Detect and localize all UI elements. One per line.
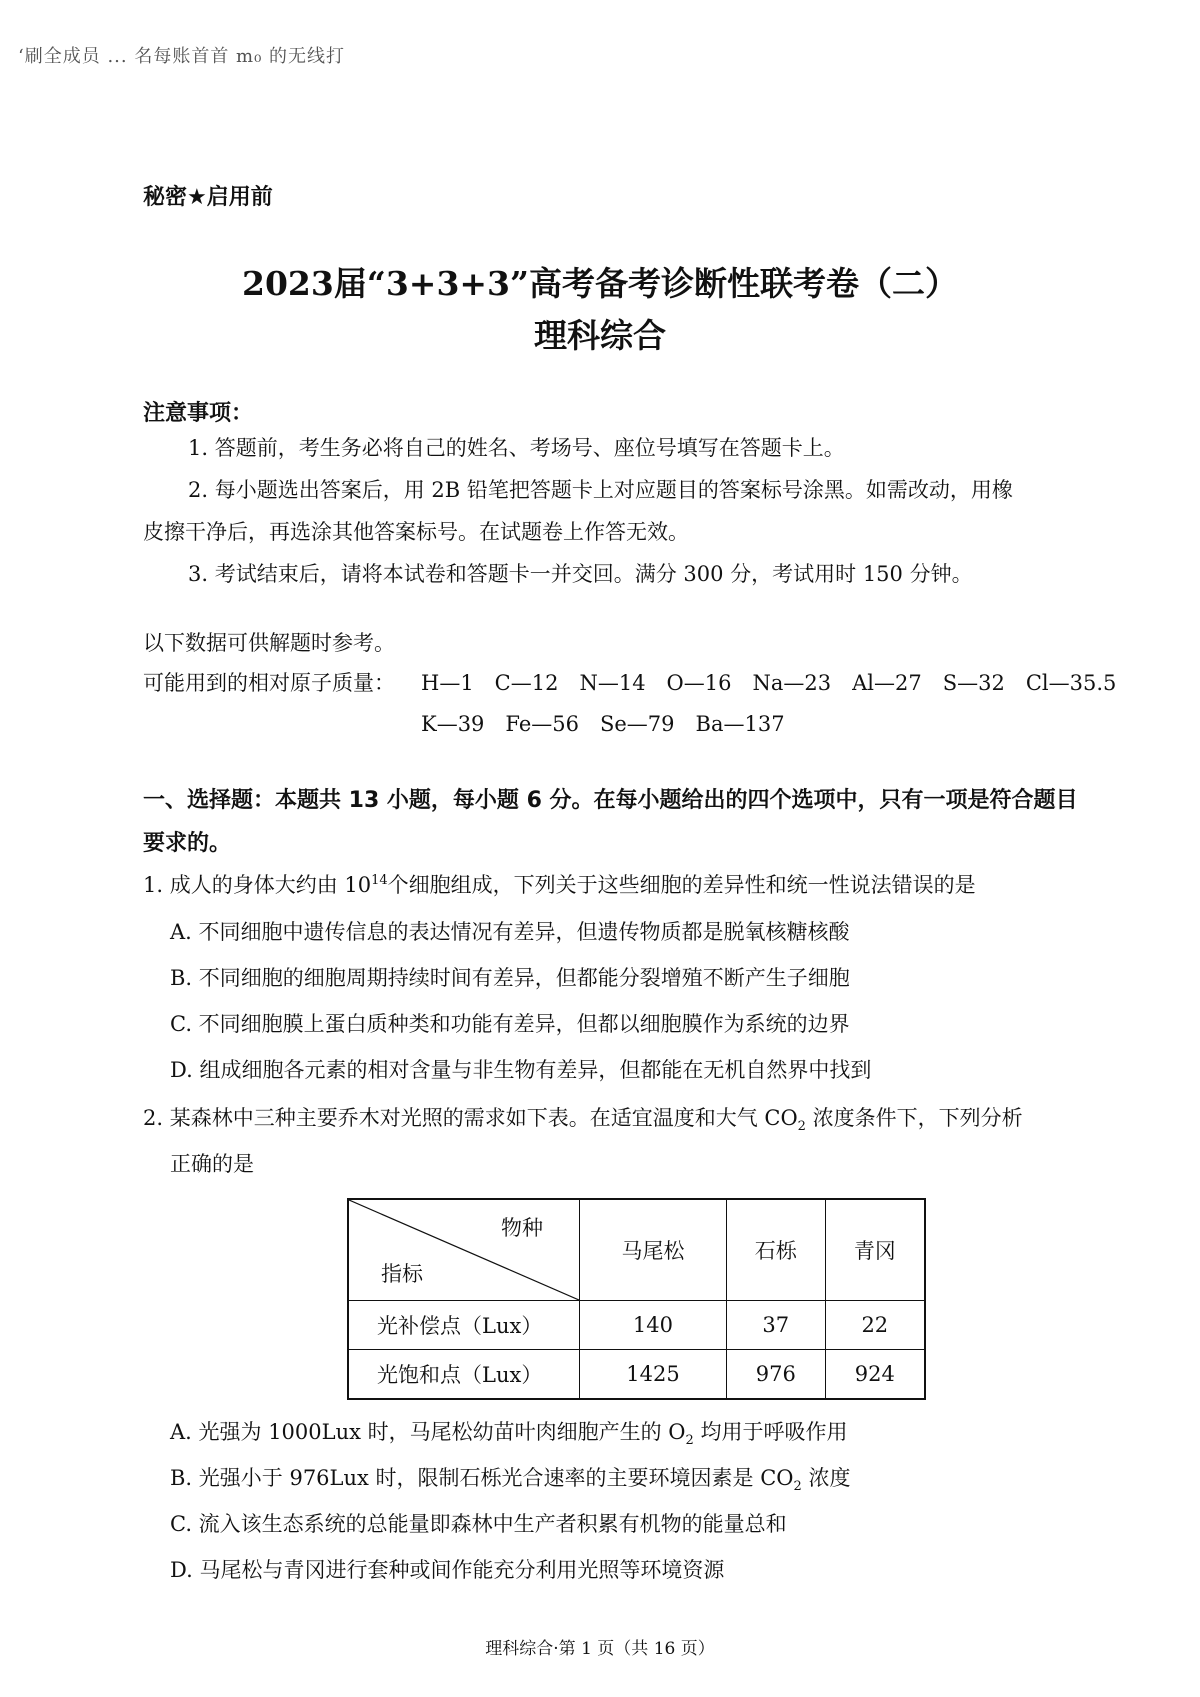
scan-header-artifact: ‘刷全成员 ... 名每账首首 m₀ 的无线打 [18, 46, 346, 67]
table-cell: 37 [726, 1301, 825, 1350]
question-1-stem-start: 1. 成人的身体大约由 10 [143, 873, 372, 897]
table-column-header: 石栎 [726, 1199, 825, 1301]
question-2-stem-start: 2. 某森林中三种主要乔木对光照的需求如下表。在适宜温度和大气 CO [143, 1106, 798, 1130]
o2-subscript: 2 [685, 1433, 694, 1449]
question-2-stem-line-1 [143, 1106, 1023, 1135]
table-column-header: 马尾松 [580, 1199, 727, 1301]
question-2-stem-end: 浓度条件下，下列分析 [805, 1106, 1023, 1130]
table-row-label: 光饱和点（Lux） [348, 1349, 580, 1399]
reference-intro: 以下数据可供解题时参考。 [143, 631, 395, 655]
question-1-stem-end: 个细胞组成，下列关于这些细胞的差异性和统一性说法错误的是 [387, 873, 976, 897]
question-1-option-c: C. 不同细胞膜上蛋白质种类和功能有差异，但都以细胞膜作为系统的边界 [170, 1012, 850, 1036]
section-instructions-line-1: 一、选择题：本题共 13 小题，每小题 6 分。在每小题给出的四个选项中，只有一项是符合题目 [143, 788, 1078, 813]
question-1-stem [143, 873, 976, 898]
table-cell: 924 [825, 1349, 925, 1399]
question-1-option-b: B. 不同细胞的细胞周期持续时间有差异，但都能分裂增殖不断产生子细胞 [170, 966, 850, 990]
table-corner-cell [348, 1199, 580, 1301]
table-row [348, 1301, 925, 1350]
page-footer: 理科综合·第 1 页（共 16 页） [485, 1639, 715, 1659]
question-2-option-a [170, 1420, 847, 1449]
notice-item-2-line-2: 皮擦干净后，再选涂其他答案标号。在试题卷上作答无效。 [143, 520, 689, 544]
question-1-option-d: D. 组成细胞各元素的相对含量与非生物有差异，但都能在无机自然界中找到 [170, 1058, 872, 1082]
section-instructions-line-2: 要求的。 [143, 831, 232, 856]
notice-heading: 注意事项： [143, 401, 254, 426]
table-cell: 22 [825, 1301, 925, 1350]
question-2-option-c: C. 流入该生态系统的总能量即森林中生产者积累有机物的能量总和 [170, 1512, 787, 1536]
question-2-option-b [170, 1466, 850, 1495]
question-2-option-b-start: B. 光强小于 976Lux 时，限制石栎光合速率的主要环境因素是 CO [170, 1466, 794, 1490]
question-2-option-d: D. 马尾松与青冈进行套种或间作能充分利用光照等环境资源 [170, 1558, 725, 1582]
exam-title: 2023届“3+3+3”高考备考诊断性联考卷（二） [242, 264, 958, 303]
secret-label: 秘密★启用前 [143, 185, 273, 210]
table-cell: 1425 [580, 1349, 727, 1399]
co2-subscript: 2 [797, 1119, 806, 1135]
question-2-option-a-end: 均用于呼吸作用 [693, 1420, 848, 1444]
atomic-mass-label: 可能用到的相对原子质量： [143, 671, 395, 695]
exam-subject: 理科综合 [534, 316, 666, 355]
question-2-option-a-start: A. 光强为 1000Lux 时，马尾松幼苗叶肉细胞产生的 O [170, 1420, 686, 1444]
notice-item-1: 1. 答题前，考生务必将自己的姓名、考场号、座位号填写在答题卡上。 [188, 436, 845, 460]
table-cell: 140 [580, 1301, 727, 1350]
table-corner-species-label: 物种 [501, 1216, 543, 1240]
table-column-header: 青冈 [825, 1199, 925, 1301]
table-corner-indicator-label: 指标 [381, 1262, 423, 1286]
atomic-masses-row-2: K—39 Fe—56 Se—79 Ba—137 [421, 712, 785, 736]
question-2-option-b-end: 浓度 [801, 1466, 851, 1490]
question-1-exponent: 14 [371, 873, 388, 888]
notice-item-2-line-1: 2. 每小题选出答案后，用 2B 铅笔把答题卡上对应题目的答案标号涂黑。如需改动，用橡 [188, 478, 1013, 502]
table-row [348, 1349, 925, 1399]
light-requirement-table [347, 1198, 926, 1400]
question-2-stem-line-2: 正确的是 [170, 1152, 254, 1176]
co2-subscript: 2 [793, 1479, 802, 1495]
question-1-option-a: A. 不同细胞中遗传信息的表达情况有差异，但遗传物质都是脱氧核糖核酸 [170, 920, 850, 944]
table-row-label: 光补偿点（Lux） [348, 1301, 580, 1350]
atomic-masses-row-1: H—1 C—12 N—14 O—16 Na—23 Al—27 S—32 Cl—35.5 [421, 671, 1117, 695]
notice-item-3: 3. 考试结束后，请将本试卷和答题卡一并交回。满分 300 分，考试用时 150 分钟。 [188, 562, 973, 586]
table-header-row [348, 1199, 925, 1301]
table-cell: 976 [726, 1349, 825, 1399]
